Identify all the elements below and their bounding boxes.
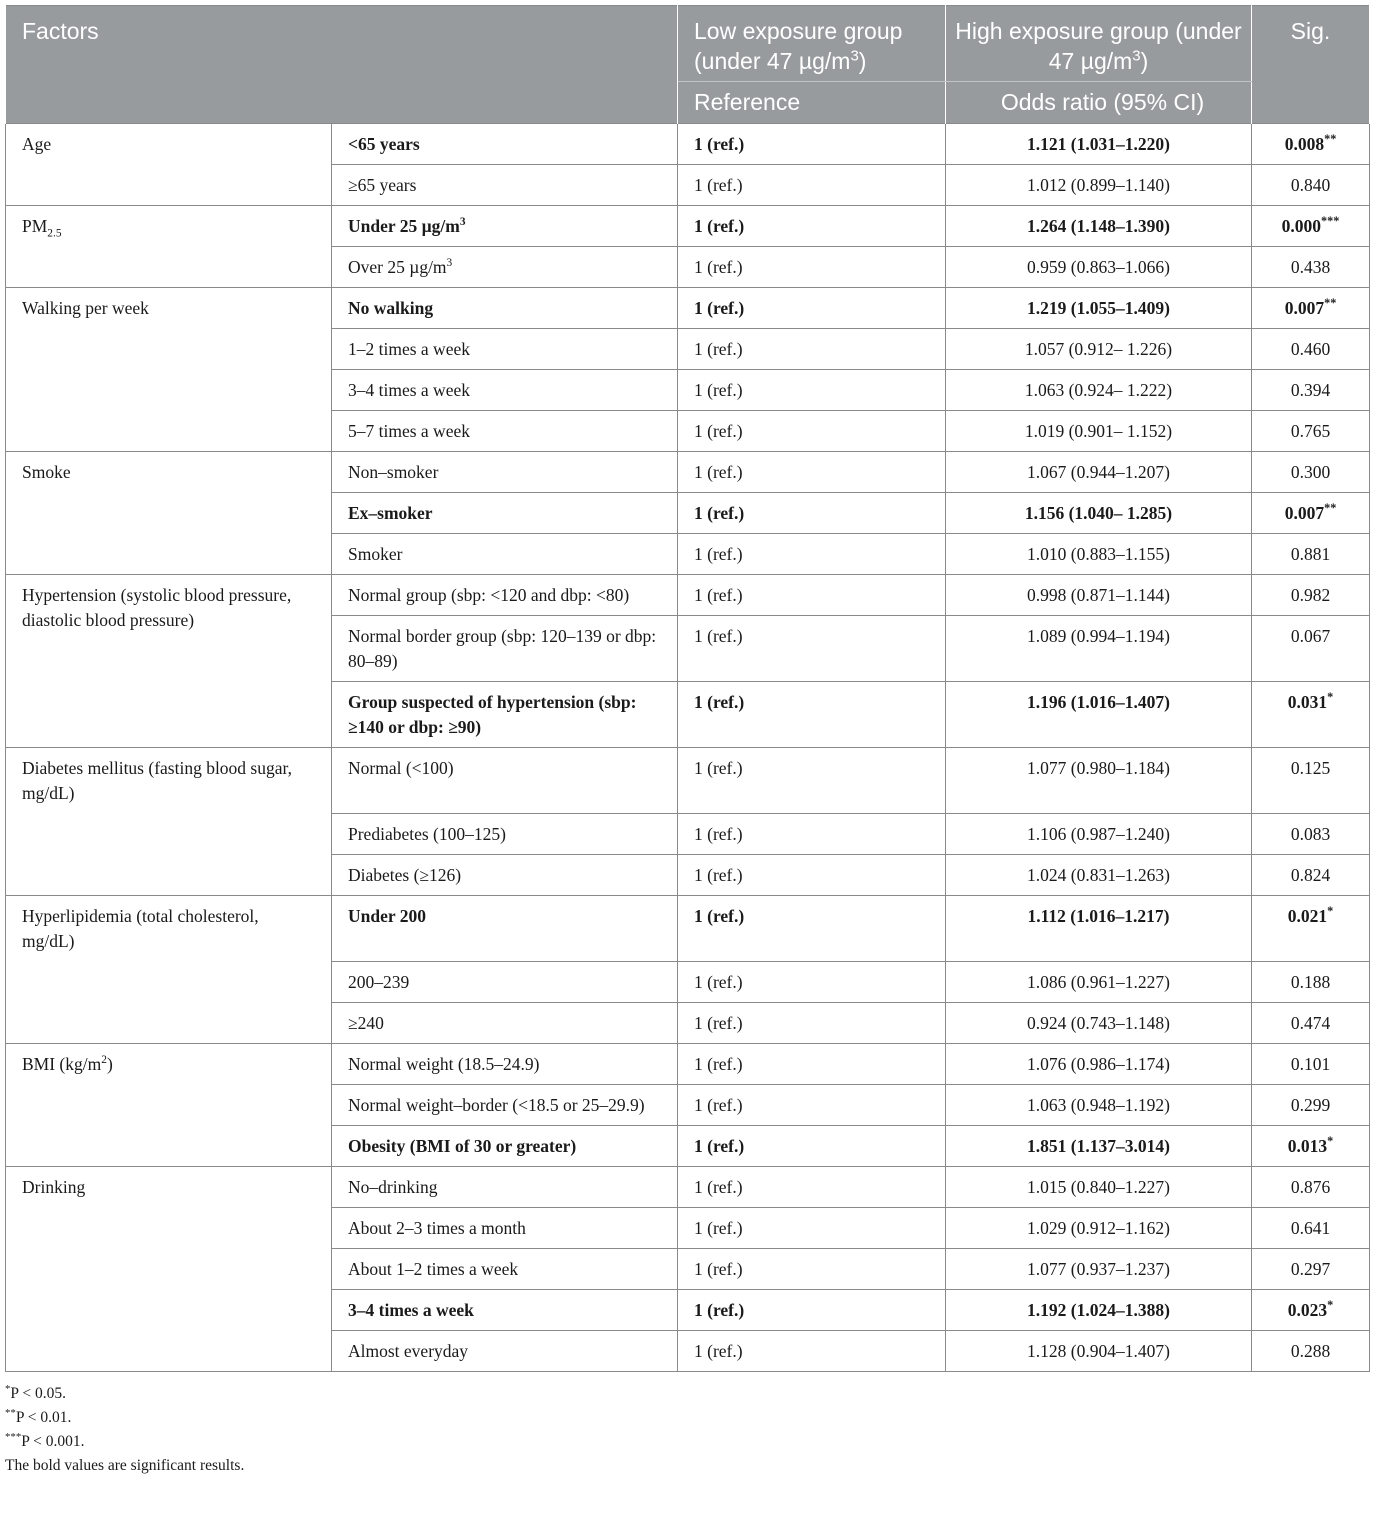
cell-text: 0.641: [1290, 1218, 1331, 1238]
cell-text: ≥240: [348, 1013, 384, 1033]
reference-cell: [678, 896, 946, 962]
cell-text: Over 25 µg/m: [348, 257, 447, 277]
sig-cell: [1252, 1085, 1370, 1126]
odds-ratio-cell: [946, 247, 1252, 288]
reference-cell: [678, 1208, 946, 1249]
level-cell: [332, 855, 678, 896]
cell-text: 0.188: [1290, 972, 1331, 992]
sig-cell: [1252, 616, 1370, 682]
cell-text: Under 200: [348, 906, 426, 926]
sig-cell: [1252, 962, 1370, 1003]
cell-text: 0.438: [1290, 257, 1331, 277]
cell-text: 1.015 (0.840–1.227): [1027, 1177, 1170, 1197]
odds-ratio-cell: [946, 896, 1252, 962]
cell-text: Almost everyday: [348, 1341, 469, 1361]
odds-ratio-cell: [946, 288, 1252, 329]
cell-text: Smoker: [348, 544, 403, 564]
footnote-text: The bold values are significant results.: [5, 1457, 245, 1474]
cell-text: 1 (ref.): [694, 380, 743, 400]
sig-cell: [1252, 288, 1370, 329]
cell-text: 0.000: [1281, 216, 1321, 236]
odds-ratio-cell: [946, 1003, 1252, 1044]
cell-text: 1.264 (1.148–1.390): [1027, 216, 1170, 236]
footnote: [5, 1382, 1369, 1406]
significance-stars: *: [1327, 1298, 1334, 1313]
sig-cell: [1252, 855, 1370, 896]
cell-text: Diabetes mellitus (fasting blood sugar, mg/dL): [22, 758, 293, 803]
level-cell: [332, 452, 678, 493]
odds-ratio-cell: [946, 1208, 1252, 1249]
odds-ratio-cell: [946, 855, 1252, 896]
cell-text: 0.083: [1290, 824, 1331, 844]
table-row: [6, 206, 1370, 247]
cell-text: 1.063 (0.924– 1.222): [1024, 380, 1173, 400]
level-cell: [332, 1085, 678, 1126]
cell-text: 1.019 (0.901– 1.152): [1024, 421, 1173, 441]
sig-cell: [1252, 124, 1370, 165]
odds-ratio-cell: [946, 370, 1252, 411]
cell-text: 5–7 times a week: [348, 421, 470, 441]
cell-text: 0.007: [1284, 298, 1325, 318]
cell-text: 1.121 (1.031–1.220): [1027, 134, 1170, 154]
odds-ratio-cell: [946, 534, 1252, 575]
header-sig: Sig.: [1252, 6, 1370, 124]
reference-cell: [678, 534, 946, 575]
reference-cell: [678, 452, 946, 493]
cell-text: 1 (ref.): [694, 1300, 745, 1320]
reference-cell: [678, 1044, 946, 1085]
cell-text: 200–239: [348, 972, 410, 992]
level-cell: [332, 288, 678, 329]
cell-text: Group suspected of hypertension (sbp: ≥140 or dbp: ≥90): [348, 692, 637, 737]
table-row: [6, 1167, 1370, 1208]
cell-text: Normal weight (18.5–24.9): [348, 1054, 540, 1074]
reference-cell: [678, 329, 946, 370]
header-reference: Reference: [678, 82, 946, 124]
cell-text: 1.012 (0.899–1.140): [1027, 175, 1170, 195]
factor-cell: [6, 896, 332, 1044]
cell-text: 1.219 (1.055–1.409): [1027, 298, 1170, 318]
level-cell: [332, 124, 678, 165]
cell-text: Walking per week: [22, 298, 149, 318]
sig-cell: [1252, 206, 1370, 247]
cell-text: 1 (ref.): [694, 1095, 743, 1115]
level-cell: [332, 1126, 678, 1167]
cell-text: 0.824: [1290, 865, 1331, 885]
level-cell: [332, 896, 678, 962]
cell-text: ): [106, 1054, 113, 1074]
odds-ratio-cell: [946, 1331, 1252, 1372]
reference-cell: [678, 1331, 946, 1372]
sig-cell: [1252, 1167, 1370, 1208]
sig-cell: [1252, 682, 1370, 748]
cell-text: Normal (<100): [348, 758, 454, 778]
reference-cell: [678, 1085, 946, 1126]
reference-cell: [678, 411, 946, 452]
odds-ratio-cell: [946, 1290, 1252, 1331]
cell-text: 1 (ref.): [694, 1013, 743, 1033]
reference-cell: [678, 165, 946, 206]
cell-text: 0.125: [1290, 758, 1331, 778]
odds-ratio-cell: [946, 616, 1252, 682]
cell-text: About 1–2 times a week: [348, 1259, 519, 1279]
cell-text: 1 (ref.): [694, 298, 745, 318]
level-cell: [332, 748, 678, 814]
header-factors: Factors: [6, 6, 678, 124]
level-cell: [332, 370, 678, 411]
level-cell: [332, 682, 678, 748]
odds-ratio-cell: [946, 452, 1252, 493]
footnote: [5, 1406, 1369, 1430]
factor-cell: [6, 452, 332, 575]
significance-stars: **: [1324, 296, 1337, 311]
superscript: 3: [446, 257, 453, 270]
odds-ratio-cell: [946, 1167, 1252, 1208]
table-row: [6, 896, 1370, 962]
cell-text: 1 (ref.): [694, 972, 743, 992]
significance-stars: *: [1327, 1134, 1334, 1149]
reference-cell: [678, 1167, 946, 1208]
cell-text: 1 (ref.): [694, 216, 745, 236]
table-row: [6, 124, 1370, 165]
level-cell: [332, 814, 678, 855]
level-cell: [332, 575, 678, 616]
sig-cell: [1252, 814, 1370, 855]
level-cell: [332, 1331, 678, 1372]
header-low-exposure-group: Low exposure group (under 47 $\mu g/m^3$): [678, 6, 946, 82]
level-cell: [332, 534, 678, 575]
reference-cell: [678, 962, 946, 1003]
cell-text: 0.876: [1290, 1177, 1331, 1197]
sig-cell: [1252, 411, 1370, 452]
cell-text: 1 (ref.): [694, 824, 743, 844]
cell-text: 0.021: [1287, 906, 1328, 926]
cell-text: 1 (ref.): [694, 503, 745, 523]
sig-cell: [1252, 1290, 1370, 1331]
cell-text: Normal weight–border (<18.5 or 25–29.9): [348, 1095, 645, 1115]
cell-text: 1–2 times a week: [348, 339, 470, 359]
reference-cell: [678, 288, 946, 329]
significance-stars: **: [1324, 501, 1337, 516]
level-cell: [332, 411, 678, 452]
cell-text: 0.982: [1290, 585, 1331, 605]
table-row: [6, 288, 1370, 329]
odds-ratio-cell: [946, 575, 1252, 616]
cell-text: 0.840: [1290, 175, 1331, 195]
cell-text: 0.067: [1290, 626, 1331, 646]
odds-ratio-cell: [946, 329, 1252, 370]
cell-text: About 2–3 times a month: [348, 1218, 526, 1238]
odds-ratio-cell: [946, 1044, 1252, 1085]
subscript: 2.5: [47, 227, 62, 240]
odds-ratio-cell: [946, 493, 1252, 534]
cell-text: 1 (ref.): [694, 1259, 743, 1279]
odds-ratio-cell: [946, 814, 1252, 855]
cell-text: Hypertension (systolic blood pressure, diastolic blood pressure): [22, 585, 292, 630]
reference-cell: [678, 682, 946, 748]
cell-text: 0.959 (0.863–1.066): [1027, 257, 1170, 277]
cell-text: 1 (ref.): [694, 585, 743, 605]
cell-text: 1 (ref.): [694, 1177, 743, 1197]
cell-text: 1 (ref.): [694, 906, 745, 926]
cell-text: 0.288: [1290, 1341, 1331, 1361]
significance-stars: ***: [1321, 214, 1340, 229]
cell-text: 1.112 (1.016–1.217): [1027, 906, 1170, 926]
footnote-text: P < 0.001.: [21, 1433, 85, 1450]
sig-cell: [1252, 370, 1370, 411]
cell-text: 1 (ref.): [694, 421, 743, 441]
sig-cell: [1252, 1126, 1370, 1167]
sig-cell: [1252, 1003, 1370, 1044]
cell-text: 0.300: [1290, 462, 1331, 482]
level-cell: [332, 1003, 678, 1044]
cell-text: Normal group (sbp: <120 and dbp: <80): [348, 585, 630, 605]
odds-ratio-cell: [946, 206, 1252, 247]
odds-ratio-cell: [946, 165, 1252, 206]
factor-cell: [6, 288, 332, 452]
reference-cell: [678, 206, 946, 247]
sig-cell: [1252, 1249, 1370, 1290]
header-high-exposure-group: High exposure group (under 47 $\mu g/m^3$): [946, 6, 1252, 82]
reference-cell: [678, 1249, 946, 1290]
odds-ratio-cell: [946, 962, 1252, 1003]
cell-text: 0.924 (0.743–1.148): [1027, 1013, 1170, 1033]
factor-cell: [6, 1044, 332, 1167]
cell-text: 1.029 (0.912–1.162): [1027, 1218, 1170, 1238]
cell-text: 0.007: [1284, 503, 1325, 523]
level-cell: [332, 493, 678, 534]
sig-cell: [1252, 1044, 1370, 1085]
cell-text: 1.077 (0.980–1.184): [1027, 758, 1170, 778]
factor-cell: [6, 206, 332, 288]
cell-text: Smoke: [22, 462, 71, 482]
cell-text: 0.881: [1290, 544, 1331, 564]
level-cell: [332, 1208, 678, 1249]
cell-text: 1.067 (0.944–1.207): [1027, 462, 1170, 482]
cell-text: 0.031: [1287, 692, 1328, 712]
cell-text: 1 (ref.): [694, 1054, 743, 1074]
reference-cell: [678, 616, 946, 682]
table-row: [6, 575, 1370, 616]
reference-cell: [678, 1126, 946, 1167]
cell-text: Prediabetes (100–125): [348, 824, 506, 844]
level-cell: [332, 329, 678, 370]
cell-text: Under 25 µg/m: [348, 216, 460, 236]
cell-text: 1 (ref.): [694, 1218, 743, 1238]
sig-cell: [1252, 748, 1370, 814]
cell-text: <65 years: [348, 134, 420, 154]
level-cell: [332, 962, 678, 1003]
cell-text: 1 (ref.): [694, 257, 743, 277]
cell-text: 1.192 (1.024–1.388): [1027, 1300, 1170, 1320]
cell-text: 1.063 (0.948–1.192): [1027, 1095, 1170, 1115]
cell-text: Age: [22, 134, 52, 154]
cell-text: 1 (ref.): [694, 462, 743, 482]
odds-ratio-cell: [946, 682, 1252, 748]
cell-text: 1 (ref.): [694, 339, 743, 359]
level-cell: [332, 1167, 678, 1208]
cell-text: 0.297: [1290, 1259, 1331, 1279]
cell-text: 1.057 (0.912– 1.226): [1024, 339, 1173, 359]
level-cell: [332, 165, 678, 206]
significance-stars: *: [1327, 904, 1334, 919]
footnote-text: P < 0.05.: [10, 1385, 66, 1402]
cell-text: Hyperlipidemia (total cholesterol, mg/dL): [22, 906, 259, 951]
cell-text: 1 (ref.): [694, 1341, 743, 1361]
cell-text: 0.023: [1287, 1300, 1328, 1320]
cell-text: 1 (ref.): [694, 626, 743, 646]
cell-text: 1.089 (0.994–1.194): [1027, 626, 1170, 646]
cell-text: 1 (ref.): [694, 175, 743, 195]
sig-cell: [1252, 1331, 1370, 1372]
level-cell: [332, 206, 678, 247]
cell-text: 1.024 (0.831–1.263): [1027, 865, 1170, 885]
cell-text: No walking: [348, 298, 434, 318]
cell-text: ≥65 years: [348, 175, 417, 195]
cell-text: PM: [22, 216, 48, 236]
footnote: [5, 1430, 1369, 1454]
sig-cell: [1252, 1208, 1370, 1249]
sig-cell: [1252, 452, 1370, 493]
cell-text: 1 (ref.): [694, 692, 745, 712]
cell-text: 1 (ref.): [694, 544, 743, 564]
cell-text: 0.394: [1290, 380, 1331, 400]
cell-text: Normal border group (sbp: 120–139 or dbp: 80–89): [348, 626, 657, 671]
sig-cell: [1252, 896, 1370, 962]
reference-cell: [678, 855, 946, 896]
footnote: [5, 1454, 1369, 1478]
footnote-mark: **: [5, 1406, 16, 1419]
cell-text: 0.101: [1290, 1054, 1331, 1074]
sig-cell: [1252, 247, 1370, 288]
cell-text: 0.299: [1290, 1095, 1331, 1115]
reference-cell: [678, 814, 946, 855]
odds-ratio-cell: [946, 1249, 1252, 1290]
odds-ratio-table: [5, 5, 1370, 1372]
superscript: 2: [101, 1054, 107, 1067]
sig-cell: [1252, 534, 1370, 575]
cell-text: 0.474: [1290, 1013, 1331, 1033]
factor-cell: [6, 748, 332, 896]
reference-cell: [678, 124, 946, 165]
cell-text: Non–smoker: [348, 462, 439, 482]
table-wrapper: [5, 5, 1369, 1478]
cell-text: 1 (ref.): [694, 134, 745, 154]
odds-ratio-cell: [946, 748, 1252, 814]
cell-text: 0.008: [1284, 134, 1325, 154]
reference-cell: [678, 493, 946, 534]
cell-text: 1.106 (0.987–1.240): [1027, 824, 1170, 844]
cell-text: No–drinking: [348, 1177, 438, 1197]
cell-text: Diabetes (≥126): [348, 865, 462, 885]
cell-text: Drinking: [22, 1177, 86, 1197]
factor-cell: [6, 575, 332, 748]
sig-cell: [1252, 329, 1370, 370]
cell-text: 1.128 (0.904–1.407): [1027, 1341, 1170, 1361]
odds-ratio-cell: [946, 1126, 1252, 1167]
cell-text: 1.156 (1.040– 1.285): [1024, 503, 1173, 523]
cell-text: 1 (ref.): [694, 758, 743, 778]
reference-cell: [678, 370, 946, 411]
reference-cell: [678, 575, 946, 616]
level-cell: [332, 247, 678, 288]
cell-text: Ex–smoker: [348, 503, 433, 523]
reference-cell: [678, 748, 946, 814]
footnote-mark: *: [5, 1382, 11, 1395]
significance-stars: **: [1324, 132, 1337, 147]
level-cell: [332, 1249, 678, 1290]
cell-text: 1.086 (0.961–1.227): [1027, 972, 1170, 992]
footnote-mark: ***: [5, 1430, 22, 1443]
factor-cell: [6, 1167, 332, 1372]
cell-text: 0.013: [1287, 1136, 1328, 1156]
reference-cell: [678, 247, 946, 288]
table-body: [6, 124, 1370, 1372]
table-row: [6, 748, 1370, 814]
level-cell: [332, 1044, 678, 1085]
header-odds-ratio: Odds ratio (95% CI): [946, 82, 1252, 124]
cell-text: 0.460: [1290, 339, 1331, 359]
cell-text: 1.077 (0.937–1.237): [1027, 1259, 1170, 1279]
cell-text: 1 (ref.): [694, 1136, 745, 1156]
cell-text: 1.196 (1.016–1.407): [1027, 692, 1170, 712]
cell-text: 3–4 times a week: [348, 1300, 474, 1320]
cell-text: 3–4 times a week: [348, 380, 470, 400]
cell-text: 1.076 (0.986–1.174): [1027, 1054, 1170, 1074]
table-row: [6, 452, 1370, 493]
odds-ratio-cell: [946, 124, 1252, 165]
sig-cell: [1252, 493, 1370, 534]
reference-cell: [678, 1290, 946, 1331]
cell-text: Obesity (BMI of 30 or greater): [348, 1136, 577, 1156]
reference-cell: [678, 1003, 946, 1044]
factor-cell: [6, 124, 332, 206]
table-row: [6, 1044, 1370, 1085]
cell-text: BMI (kg/m: [22, 1054, 102, 1074]
cell-text: 0.765: [1290, 421, 1331, 441]
footnotes: [5, 1382, 1369, 1478]
cell-text: 1 (ref.): [694, 865, 743, 885]
cell-text: 1.851 (1.137–3.014): [1027, 1136, 1170, 1156]
superscript: 3: [459, 216, 466, 229]
level-cell: [332, 616, 678, 682]
cell-text: 1.010 (0.883–1.155): [1027, 544, 1170, 564]
footnote-text: P < 0.01.: [15, 1409, 72, 1426]
sig-cell: [1252, 575, 1370, 616]
level-cell: [332, 1290, 678, 1331]
cell-text: 0.998 (0.871–1.144): [1027, 585, 1170, 605]
significance-stars: *: [1327, 690, 1334, 705]
odds-ratio-cell: [946, 411, 1252, 452]
sig-cell: [1252, 165, 1370, 206]
odds-ratio-cell: [946, 1085, 1252, 1126]
